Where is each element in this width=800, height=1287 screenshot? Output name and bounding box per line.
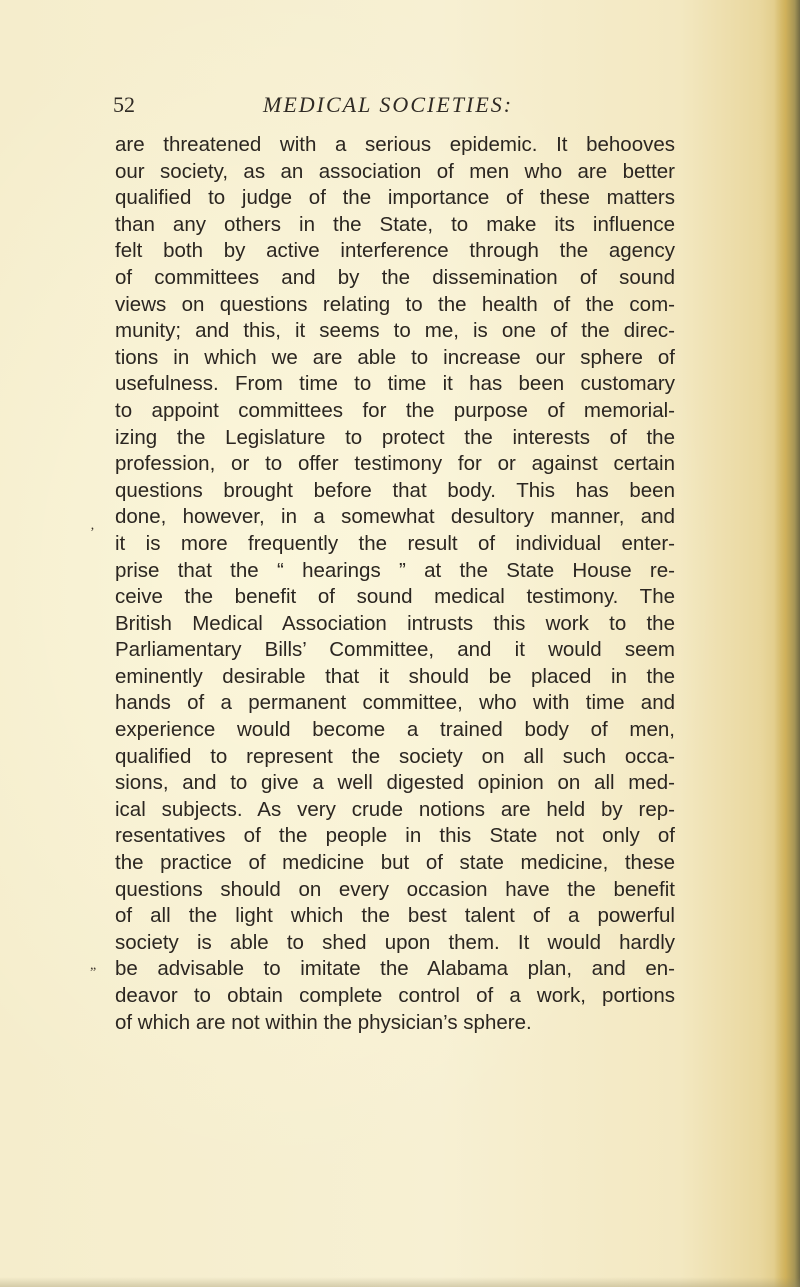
text-line: British Medical Association intrusts this work to the [115,611,675,635]
text-line: resentatives of the people in this State not only of [115,824,675,848]
text-line: it is more frequently the result of individual enter- [115,531,675,555]
text-line: views on questions relating to the health of the com- [115,292,675,316]
text-line: sions, and to give a well digested opinion on all med- [115,771,675,795]
text-line: our society, as an association of men who are better [115,159,675,183]
page-number: 52 [113,92,135,117]
text-line: of committees and by the dissemination of sound [115,265,675,289]
text-line: qualified to judge of the importance of these matters [115,186,675,210]
text-line: questions brought before that body. This has been [115,478,675,502]
text-line: ceive the benefit of sound medical testimony. The [115,585,675,609]
text-line: of all the light which the best talent of a powerful [115,904,675,928]
text-line: questions should on every occasion have the benefit [115,877,675,901]
text-line: usefulness. From time to time it has been customary [115,372,675,396]
body-text [115,132,675,1036]
text-line: ical subjects. As very crude notions are held by rep- [115,797,675,821]
text-line: deavor to obtain complete control of a work, portions [115,984,675,1007]
text-line: experience would become a trained body of men, [115,718,675,742]
margin-speck: ‚ [90,518,95,533]
text-line: felt both by active interference through the agency [115,239,675,263]
text-line: izing the Legislature to protect the interests of the [115,425,675,449]
text-line: eminently desirable that it should be placed in the [115,664,675,688]
text-line: to appoint committees for the purpose of memorial- [115,398,675,422]
text-line: profession, or to offer testimony for or against certain [115,452,675,476]
text-line: are threatened with a serious epidemic. It behooves [115,133,675,156]
text-line: Parliamentary Bills’ Committee, and it would seem [115,638,675,662]
margin-speck: „ [90,958,97,973]
page-bottom-shadow [0,1277,800,1287]
text-line: society is able to shed upon them. It would hardly [115,930,675,954]
page-edge-shadow [774,0,800,1287]
text-line: tions in which we are able to increase our sphere of [115,345,675,369]
text-line: the practice of medicine but of state medicine, these [115,851,675,875]
text-line: be advisable to imitate the Alabama plan, and en- [115,957,675,981]
running-head [113,92,673,122]
text-line: done, however, in a somewhat desultory manner, and [115,505,675,529]
text-line: than any others in the State, to make its influence [115,212,675,236]
text-line: of which are not within the physician’s sphere. [115,1010,532,1034]
text-line: munity; and this, it seems to me, is one of the direc- [115,319,675,343]
text-line: hands of a permanent committee, who with time and [115,691,675,715]
text-line: qualified to represent the society on all such occa- [115,744,675,768]
text-line: prise that the “ hearings ” at the State House re- [115,558,675,582]
section-title: MEDICAL SOCIETIES: [263,92,514,117]
